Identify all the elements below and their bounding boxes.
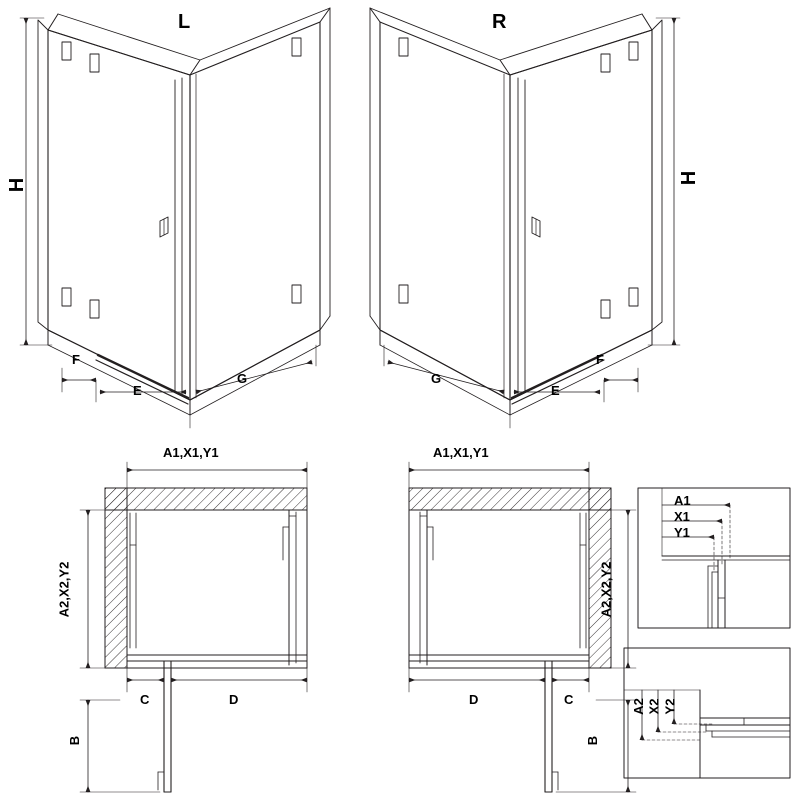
label-plan-left-c: C (140, 692, 150, 707)
label-detail-x2: X2 (646, 698, 662, 715)
label-iso-left-e: E (133, 383, 142, 398)
label-plan-left-b: B (67, 735, 83, 746)
label-detail-a1: A1 (674, 493, 691, 508)
label-plan-right-d: D (469, 692, 479, 707)
label-view-right: R (492, 11, 507, 33)
plan-view-left (80, 462, 307, 792)
label-height-left: H (6, 177, 29, 193)
label-detail-y2: Y2 (662, 698, 678, 715)
label-plan-left-d: D (229, 692, 239, 707)
iso-view-right (370, 8, 680, 428)
label-detail-a2: A2 (630, 698, 646, 715)
iso-view-left (20, 8, 330, 428)
label-iso-left-g: G (237, 371, 248, 386)
label-height-right: H (678, 170, 701, 186)
label-detail-x1: X1 (674, 509, 690, 524)
detail-view-top (638, 488, 790, 628)
label-view-left: L (178, 11, 191, 33)
label-plan-right-side: A2,X2,Y2 (598, 561, 614, 618)
label-plan-left-top: A1,X1,Y1 (163, 445, 219, 460)
label-plan-right-b: B (585, 735, 601, 746)
label-detail-y1: Y1 (674, 525, 690, 540)
label-plan-right-top: A1,X1,Y1 (433, 445, 489, 460)
label-plan-right-c: C (564, 692, 574, 707)
label-plan-left-side: A2,X2,Y2 (56, 561, 72, 618)
label-iso-right-g: G (431, 371, 442, 386)
plan-view-right (409, 462, 636, 792)
label-iso-right-f: F (596, 352, 604, 367)
label-iso-left-f: F (72, 352, 80, 367)
label-iso-right-e: E (551, 383, 560, 398)
